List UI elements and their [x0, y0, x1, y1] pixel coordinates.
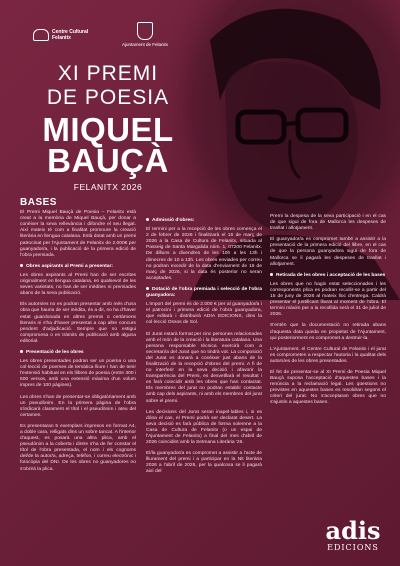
- section-heading: Retirada de les obres i acceptació de les bases: [270, 273, 386, 279]
- body-paragraph: Premi la despesa de la seva participació i en el cas de que sigui de fora de Mallorca les despeses de trasllat i allotjament.: [270, 214, 386, 232]
- body-paragraph: Les obres aspirants al Premi han de ser escrites originalment en llengua catalana, en qualsevol de les seves varietats, no han de ser inèdites ni premiades abans de la seva publicació.: [20, 272, 136, 297]
- body-paragraph: Les obres que no hagin estat seleccionades i les corresponents plica es podran recollir-se a partir del 15 de juny de 2026 al mateix lloc d'entrega. Caldrà presentar el justificant lliurat al moment de l'obra. El termini màxim per a la recollida serà el 31 de juliol de 2026.: [270, 281, 386, 318]
- publisher-logo: [318, 516, 388, 552]
- body-paragraph: Es presentaran 5 exemplars impresos en format A4, a doble cara, relligats dins un sobre tancat. A l'interior d'aquest, es posarà una altra plica, amb el pseudònim a la coberta i dintre s'ha de fer constar el títol de l'obra presentada, el nom i els cognoms del/de la autor/a, adreça, telèfon, i correu electrònic i fotocòpia del DNI. De les obres no guanyadores no s'obrirà la plica.: [20, 423, 136, 472]
- bases-column-3: [270, 214, 386, 412]
- logo-line2: Felanitx: [52, 35, 71, 41]
- body-paragraph: El/la guanyador/a es compromet a assistir a l'acte de lliurament del premi i a participar en la Nit literària 2026 a l'abril de 2026, per la qualcosa se li pagarà així del: [146, 451, 262, 475]
- publisher-sub: EDICIONS: [327, 543, 379, 552]
- bases-heading: BASES: [20, 197, 57, 208]
- body-paragraph: El guanyador/a es compromet també a assistir a la presentació de la primera edició del llibre, en el cas de que la persona guanyadora sigui de fora de Mallorca se li pagarà les despeses de trasllat i allotjament.: [270, 237, 386, 267]
- section-heading: Admissió d'obres:: [146, 218, 262, 224]
- title-line1: XI PREMI: [57, 62, 159, 85]
- body-paragraph: L'Ajuntament, el Centre Cultural de Felanitx i el jurat es comprometen a respectar l'autoria i la qualitat dels autors/es de les obres presentades.: [270, 346, 386, 364]
- coat-of-arms-icon: [137, 22, 153, 40]
- title-line2: DE POESIA: [46, 86, 170, 109]
- body-paragraph: El termini per a la recepció de les obres comença el 2 de febrer de 2026 i finalitzarà el 16 de març de 2026 a la Casa de Cultura de Felanitx, situada al Passeig de Santa Margalida núm. 1, 07200 Felanitx. De dilluns a divendres de les 10h a les 13h i dimecres de 10 a 13h. Les obres enviades per correu no podran excedir de la data d'enviament de 16 de març de 2026, si la data és posterior no seran acceptades.: [146, 227, 262, 281]
- body-paragraph: El Premi Miquel Bauçà de Poesia – Felanitx està creat a la memòria de Miquel Bauçà, per donar a conèixer la seva rellevància i difondre el seu llegat. Així mateix té com a finalitat promoure la creació literària en llengua catalana. Està dotat amb un premi patrocinat per l'Ajuntament de Felanitx de 2.000€ per guanyador/a, i la publicació de la primera edició de l'obra premiada.: [20, 210, 136, 258]
- body-paragraph: El Jurat estarà format per cinc persones relacionades amb el món de la creació i la literatura catalana. Una persona responsable tècnica exercirà com a secretari/a del Jurat que no tindrà vot. La composició del Jurat es donarà a conèixer just abans de la finalització de la recepció d'obres del premi. A fi de no interferir en la seva decisió i afavorir la transparència del Premi, es desvetllarà el resultat i es farà coincidir amb les obres que han contactat. Els membres del jurat no podran establir contacte amb cap dels aspirants, ni amb els membres del jurat sobre el premi.: [146, 331, 262, 404]
- section-heading: Dotació de l'obra premiada i selecció de l'obra guanyadora:: [146, 286, 262, 299]
- bullet-icon: [20, 350, 23, 353]
- bullet-icon: [146, 218, 149, 221]
- bases-column-1: [20, 197, 136, 478]
- centre-cultural-logo-icon: [33, 29, 49, 41]
- centre-cultural-logo: [33, 29, 88, 41]
- bullet-icon: [20, 264, 23, 267]
- bases-column-2: [146, 214, 262, 481]
- logo-line1: Centre Cultural: [52, 29, 89, 35]
- body-paragraph: El fet de presentar-se al XI Premi de Poesia Miquel Bauçà suposa l'acceptació d'aquestes bases i la renúncia a la reclamació legal. Les qüestions no previstes en aquestes bases es resoldran segons el criteri del jurat. No s'acceptaran obres que no s'ajustin a aquestes bases.: [270, 369, 386, 406]
- section-heading: Obres aspirants al Premi a presentar:: [20, 264, 136, 270]
- body-paragraph: Les obres presentades podran ser un poema o una col·lecció de poemes de temàtica lliure i han de tenir l'extensió habitual en els llibres de poesia (entre 300 i 500 versos, amb una extensió màxima d'un volum impres de 100 pàgines).: [20, 359, 136, 389]
- body-paragraph: Les obres s'han de presentar-se obligatòriament amb un pseudònim. En la primera pàgina de l'obra s'indicarà clarament el títol i el pseudònim i ateu del certamen.: [20, 394, 136, 418]
- ajuntament-logo: [120, 22, 170, 47]
- body-paragraph: Els autors/es no es podran presentar amb més d'una obra que hauria de ser inèdita, és a dir, no ha d'haver estat guardonada en altres premis o certàmens literaris ni s'ha d'haver presentat a cap altre concurs pendent d'adjudicació. Sempre que no estigui compromesa o en tràmits de publicació amb alguna editorial.: [20, 302, 136, 344]
- body-paragraph: L'import del premi és de 2.000 € per al guanyador/a i el patrocini i primera edició de l'obra guanyadora, que editarà i distribuirà ADIA EDICIONS, dins la col·lecció Ossos de Sol.: [146, 302, 262, 326]
- publisher-name: adis: [325, 516, 381, 545]
- body-paragraph: S'entén que la documentació no retirada abans d'aquesta data queda en propietat de l'Ajuntament, qui posteriorment es compromet a destruir-la.: [270, 323, 386, 341]
- bullet-icon: [146, 287, 149, 290]
- body-paragraph: Les decisions del Jurat seran inapel·lables i, si es dóna el cas, el Premi podrà ser declarat desert. La seva decisió es farà pública de forma solemne a la Casa de Cultura de Felanitx (o un espai de l'Ajuntament de Felanitx) a final del mes d'abril de 2026 coincidint amb la Setmana Literària '26.: [146, 409, 262, 446]
- section-heading: Presentació de les obres: [20, 350, 136, 356]
- title-line3: MIQUEL: [42, 111, 174, 148]
- title-subtitle: FELANITX 2026: [73, 182, 143, 192]
- bullet-icon: [270, 273, 273, 276]
- ajuntament-label: Ajuntament de Felanitx: [121, 42, 169, 47]
- title-line4: BAUÇÀ: [47, 142, 169, 179]
